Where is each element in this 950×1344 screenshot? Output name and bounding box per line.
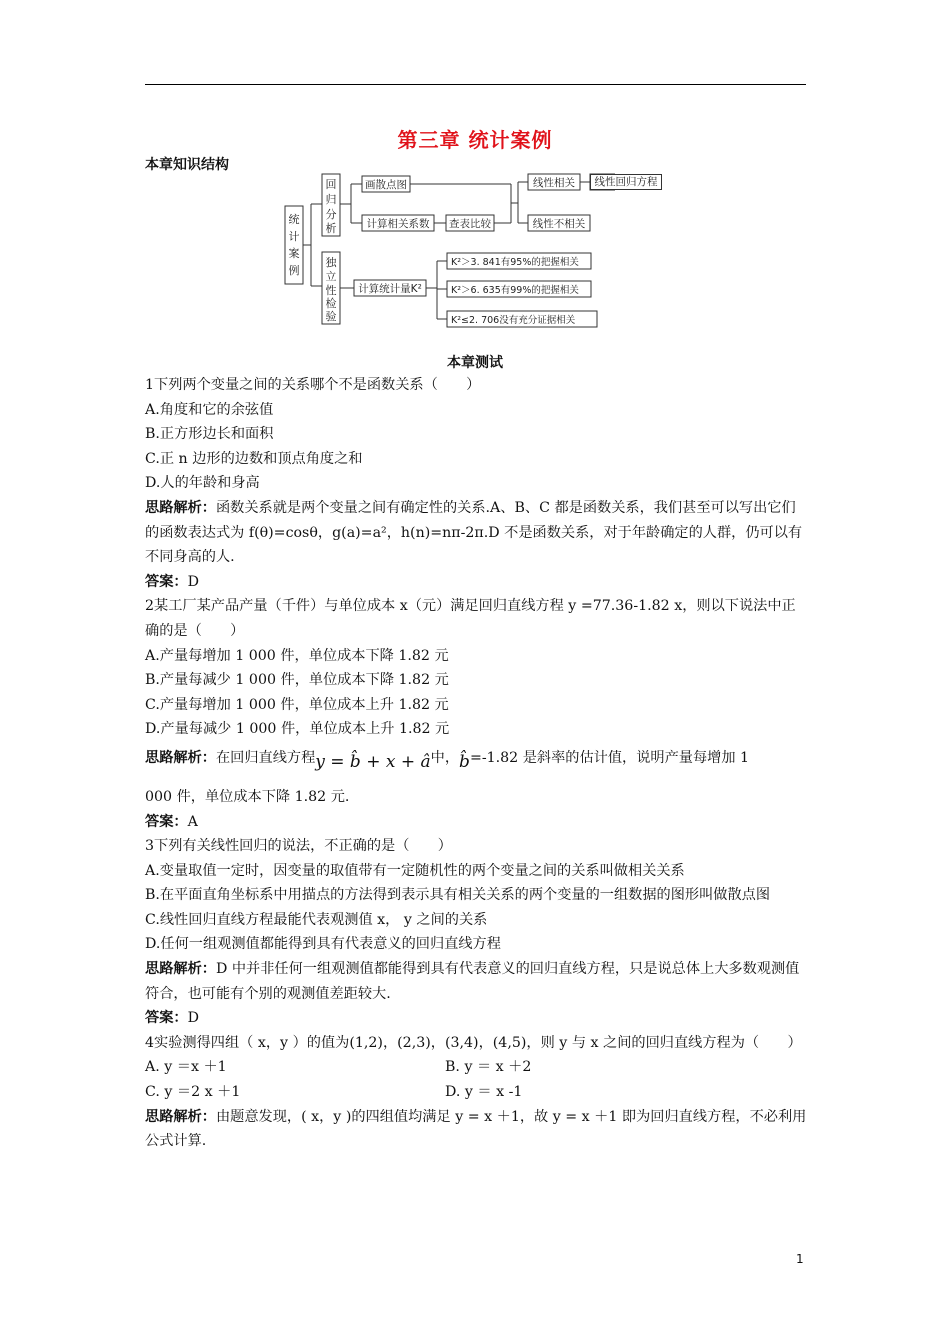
regression-formula: y = b̂ + x + â	[315, 751, 431, 772]
analysis-text: 在回归直线方程	[215, 749, 316, 766]
analysis-text: D 中并非任何一组观测值都能得到具有代表意义的回归直线方程，只是说总体上大多数观测值符合，也可能有个别的观测值差距较大.	[145, 961, 800, 1002]
k2-99-label: K²＞6. 635有99%的把握相关	[451, 285, 579, 296]
answer-label: 答案：	[145, 813, 188, 830]
option: D.任何一组观测值都能得到具有代表意义的回归直线方程	[145, 936, 501, 953]
analysis-text: =-1.82 是斜率的估计值，说明产量每增加 1	[469, 749, 750, 766]
analysis-text: 由题意发现，( x，y )的四组值均满足 y = x ＋1，故 y = x ＋1 即为回归直线方程，不必利用公式计算.	[145, 1108, 807, 1150]
answer-label: 答案：	[145, 573, 188, 590]
question-stem: 1下列两个变量之间的关系哪个不是函数关系（ ）	[145, 377, 481, 393]
root-char: 计	[288, 230, 300, 243]
answer-value: D	[187, 1010, 199, 1027]
analysis-label: 思路解析：	[145, 499, 216, 516]
branch-char: 检	[325, 297, 337, 310]
branch-char: 析	[325, 222, 337, 235]
b-hat-symbol: b̂	[459, 751, 470, 772]
option: D. y ＝ x -1	[445, 1084, 523, 1101]
scatter-label: 画散点图	[365, 179, 407, 191]
root-char: 案	[288, 247, 300, 260]
analysis-continued: 000 件，单位成本下降 1.82 元.	[145, 788, 350, 805]
question-stem: 4实验测得四组（ x，y ）的值为(1,2)，(2,3)，(3,4)，(4,5)，则 y 与 x 之间的回归直线方程为（ ）	[145, 1034, 802, 1051]
answer	[145, 570, 808, 595]
option: A.变量取值一定时，因变量的取值带有一定随机性的两个变量之间的关系叫做相关关系	[145, 862, 685, 879]
branch-char: 独	[325, 256, 337, 269]
option: B.产量每减少 1 000 件，单位成本下降 1.82 元	[145, 672, 449, 689]
option: C.线性回归直线方程最能代表观测值 x， y 之间的关系	[145, 911, 488, 928]
answer-value: A	[187, 813, 198, 830]
option: D.人的年龄和身高	[145, 475, 260, 492]
option: B.在平面直角坐标系中用描点的方法得到表示具有相关关系的两个变量的一组数据的图形叫做散点图	[145, 887, 771, 904]
analysis-text: 中，	[430, 749, 460, 766]
option-row	[145, 1080, 808, 1105]
option: A.产量每增加 1 000 件，单位成本下降 1.82 元	[145, 647, 449, 664]
option: D.产量每减少 1 000 件，单位成本上升 1.82 元	[145, 721, 450, 738]
option: B.正方形边长和面积	[145, 426, 274, 443]
linear-equation-label: 线性回归方程	[590, 174, 662, 190]
analysis	[145, 742, 808, 773]
linear-related-label: 线性相关	[533, 177, 575, 189]
not-related-label: 线性不相关	[532, 218, 586, 230]
analysis-label: 思路解析：	[145, 961, 216, 978]
corr-calc-label: 计算相关系数	[366, 218, 430, 230]
analysis-text: 函数关系就是两个变量之间有确定性的关系.A、B、C 都是函数关系，我们甚至可以写出它们的函数表达式为 f(θ)=cosθ，g(a)=a²，h(n)=nπ-2π.D 不是函数关系，对于年龄确定的人群，仍可以有不同身高的人.	[145, 499, 803, 566]
option: B. y ＝ x ＋2	[445, 1059, 532, 1076]
analysis	[145, 496, 808, 570]
option: A. y ＝x ＋1	[145, 1059, 227, 1076]
lookup-label: 查表比较	[449, 218, 491, 230]
analysis	[145, 957, 808, 1006]
structure-heading: 本章知识结构	[145, 157, 229, 173]
answer	[145, 1006, 808, 1031]
question-stem: 2某工厂某产品产量（千件）与单位成本 x（元）满足回归直线方程 y =77.36-1.82 x，则以下说法中正确的是（ ）	[145, 598, 796, 639]
branch-char: 性	[325, 284, 337, 297]
branch-char: 回	[325, 178, 337, 191]
k2-calc-label: 计算统计量K²	[358, 283, 422, 295]
option: C.正 n 边形的边数和顶点角度之和	[145, 450, 363, 467]
test-heading: 本章测试	[447, 355, 503, 371]
branch-char: 立	[325, 270, 337, 283]
answer-label: 答案：	[145, 1010, 188, 1027]
root-char: 统	[288, 213, 300, 226]
header-rule	[145, 84, 806, 85]
answer	[145, 810, 808, 835]
test-content	[145, 373, 808, 1154]
analysis-label: 思路解析：	[145, 749, 216, 766]
option-row	[145, 1055, 808, 1080]
analysis-label: 思路解析：	[145, 1108, 216, 1125]
k2-95-label: K²＞3. 841有95%的把握相关	[451, 257, 579, 268]
analysis	[145, 1105, 808, 1154]
root-char: 例	[288, 264, 300, 277]
chapter-title: 第三章 统计案例	[397, 128, 553, 152]
branch-char: 归	[325, 193, 337, 206]
knowledge-structure-diagram	[275, 168, 615, 333]
page-number: 1	[796, 1252, 804, 1266]
k2-none-label: K²≤2. 706没有充分证据相关	[451, 315, 576, 326]
option: A.角度和它的余弦值	[145, 401, 274, 418]
question-stem: 3下列有关线性回归的说法，不正确的是（ ）	[145, 838, 452, 855]
branch-char: 验	[325, 310, 337, 323]
answer-value: D	[187, 573, 199, 590]
option: C.产量每增加 1 000 件，单位成本上升 1.82 元	[145, 696, 449, 713]
option: C. y ＝2 x ＋1	[145, 1084, 241, 1101]
branch-char: 分	[325, 208, 337, 221]
